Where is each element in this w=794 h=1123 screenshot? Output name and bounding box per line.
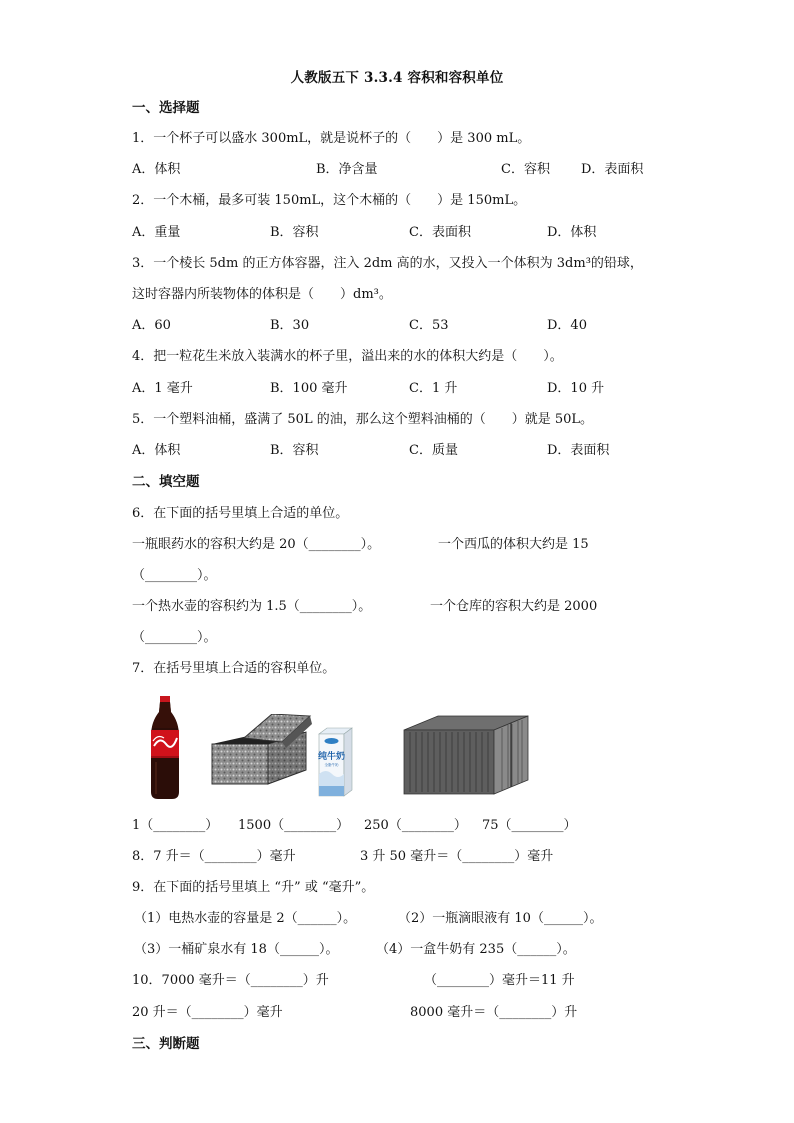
q1-option-d: D．表面积 — [581, 162, 644, 177]
question-9-stem: 9．在下面的括号里填上 “升” 或 “毫升”。 — [132, 880, 375, 895]
q4-option-a: A．1 毫升 — [132, 381, 193, 396]
page-title: 人教版五下 3.3.4 容积和容积单位 — [290, 70, 504, 86]
q9-item-1: （1）电热水壶的容量是 2（______）。 — [134, 911, 357, 926]
q6-blank-3: 一个热水壶的容积约为 1.5（________）。 — [132, 599, 372, 614]
q1-option-b: B．净含量 — [316, 162, 378, 177]
q4-option-d: D．10 升 — [547, 381, 605, 396]
q3-option-c: C．53 — [409, 318, 449, 333]
q5-option-c: C．质量 — [409, 443, 458, 458]
shipping-container-image — [400, 712, 532, 796]
gift-box-image — [208, 714, 314, 786]
q8-item-1: 8．7 升＝（________）毫升 — [132, 849, 296, 864]
question-4-stem: 4．把一粒花生米放入装满水的杯子里，溢出来的水的体积大约是（ ）。 — [132, 349, 563, 364]
question-3-stem-line-1: 3．一个棱长 5dm 的正方体容器，注入 2dm 高的水，又投入一个体积为 3dm³的铅球， — [132, 256, 643, 271]
q3-option-b: B．30 — [270, 318, 310, 333]
q5-option-d: D．表面积 — [547, 443, 610, 458]
q9-item-2: （2）一瓶滴眼液有 10（______）。 — [398, 911, 603, 926]
milk-carton-image — [316, 724, 356, 798]
question-7-stem: 7．在括号里填上合适的容积单位。 — [132, 661, 336, 676]
q6-blank-1: 一瓶眼药水的容积大约是 20（________）。 — [132, 537, 381, 552]
q9-item-4: （4）一盒牛奶有 235（______）。 — [376, 942, 576, 957]
q10-item-1: 10．7000 毫升＝（________）升 — [132, 973, 329, 988]
q2-option-a: A．重量 — [132, 225, 181, 240]
q4-option-c: C．1 升 — [409, 381, 458, 396]
question-3-stem-line-2: 这时容器内所装物体的体积是（ ）dm³。 — [132, 287, 392, 302]
q3-option-d: D．40 — [547, 318, 587, 333]
cola-bottle-image — [148, 696, 182, 800]
q6-blank-2-cont: （________）。 — [132, 568, 217, 583]
question-5-stem: 5．一个塑料油桶，盛满了 50L 的油，那么这个塑料油桶的（ ）就是 50L。 — [132, 412, 594, 427]
q7-pictures — [132, 694, 532, 804]
q10-item-4: 8000 毫升＝（________）升 — [410, 1005, 578, 1020]
q6-blank-4: 一个仓库的容积大约是 2000 — [430, 599, 598, 614]
q7-answer-carton: 250（________） — [364, 818, 467, 833]
section-heading-fill: 二、填空题 — [132, 474, 200, 490]
q6-blank-2: 一个西瓜的体积大约是 15 — [438, 537, 589, 552]
q1-option-c: C．容积 — [501, 162, 550, 177]
q8-item-2: 3 升 50 毫升＝（________）毫升 — [360, 849, 554, 864]
q2-option-c: C．表面积 — [409, 225, 471, 240]
q6-blank-4-cont: （________）。 — [132, 630, 217, 645]
q4-option-b: B．100 毫升 — [270, 381, 348, 396]
q7-answer-container: 75（________） — [482, 818, 577, 833]
q5-option-a: A．体积 — [132, 443, 181, 458]
q1-option-a: A．体积 — [132, 162, 181, 177]
q7-answer-box: 1500（________） — [238, 818, 350, 833]
q7-answer-bottle: 1（________） — [132, 818, 219, 833]
question-1-stem: 1．一个杯子可以盛水 300mL，就是说杯子的（ ）是 300 mL。 — [132, 131, 531, 146]
q2-option-d: D．体积 — [547, 225, 597, 240]
milk-carton-sublabel: 全脂牛奶 — [324, 763, 339, 767]
section-heading-judge: 三、判断题 — [132, 1036, 200, 1052]
question-2-stem: 2．一个木桶，最多可装 150mL，这个木桶的（ ）是 150mL。 — [132, 193, 527, 208]
milk-carton-label: 纯牛奶 — [317, 752, 346, 762]
q3-option-a: A．60 — [132, 318, 171, 333]
q10-item-3: 20 升＝（________）毫升 — [132, 1005, 283, 1020]
q2-option-b: B．容积 — [270, 225, 319, 240]
section-heading-choice: 一、选择题 — [132, 100, 200, 116]
question-6-stem: 6．在下面的括号里填上合适的单位。 — [132, 506, 349, 521]
q5-option-b: B．容积 — [270, 443, 319, 458]
q10-item-2: （________）毫升＝11 升 — [424, 973, 575, 988]
q9-item-3: （3）一桶矿泉水有 18（______）。 — [134, 942, 339, 957]
